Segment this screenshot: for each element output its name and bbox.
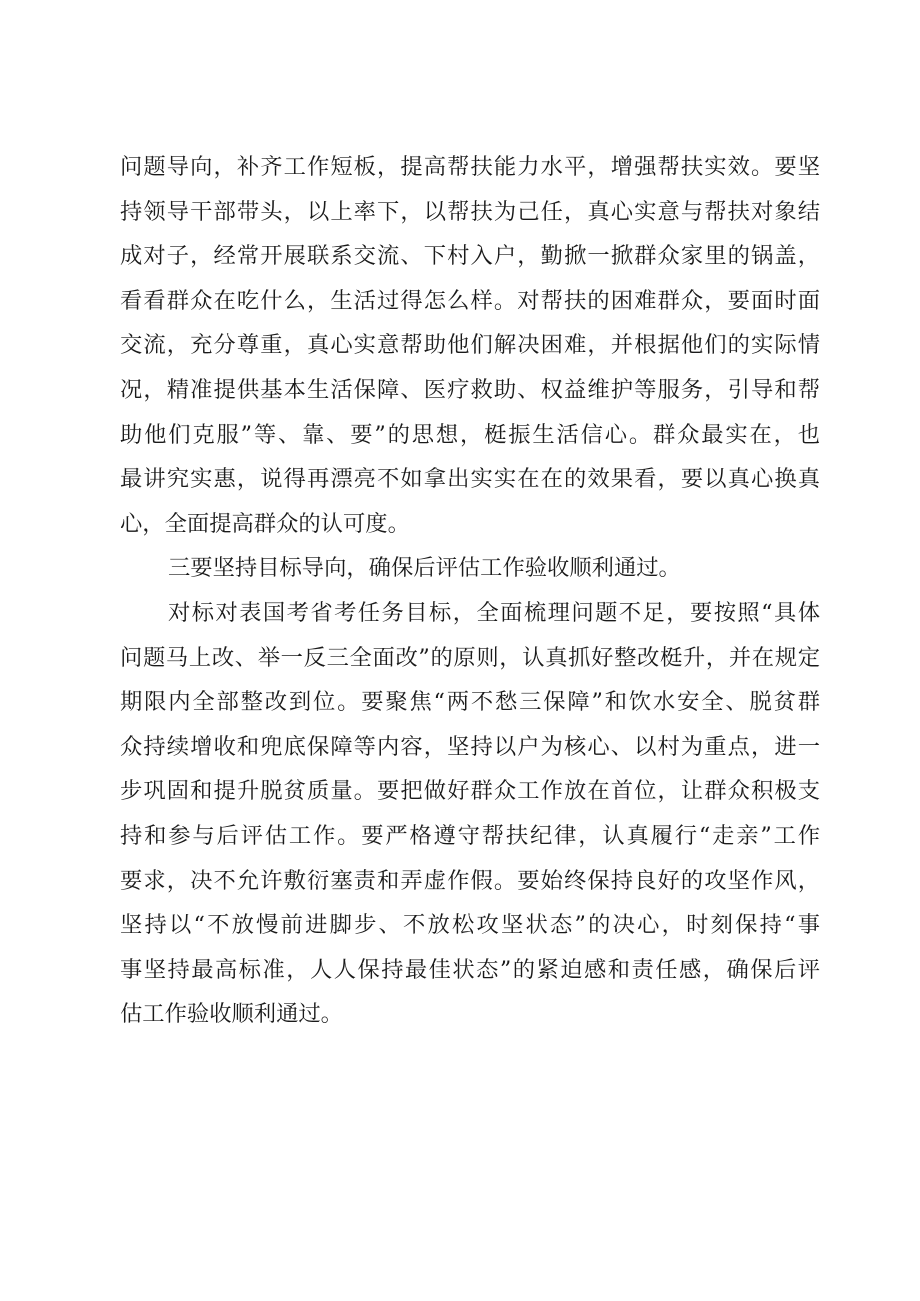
paragraph-line: 步巩固和提升脱贫质量。要把做好群众工作放在首位，让群众积极支 bbox=[120, 778, 820, 805]
paragraph-line: 问题导向，补齐工作短板，提高帮扶能力水平，增强帮扶实效。要坚 bbox=[120, 154, 820, 180]
paragraph-line: 交流，充分尊重，真心实意帮助他们解决困难，并根据他们的实际情 bbox=[120, 332, 820, 359]
paragraph-line: 估工作验收顺利通过。 bbox=[120, 1001, 343, 1028]
paragraph-line: 要求，决不允许敷衍塞责和弄虚作假。要始终保持良好的攻坚作风， bbox=[120, 867, 820, 894]
paragraph-line: 持领导干部带头，以上率下，以帮扶为己任，真心实意与帮扶对象结 bbox=[120, 198, 820, 225]
paragraph-line: 况，精准提供基本生活保障、医疗救助、权益维护等服务，引导和帮 bbox=[120, 376, 820, 403]
paragraph-2 bbox=[120, 591, 820, 1037]
paragraph-line: 众持续增收和兜底保障等内容，坚持以户为核心、以村为重点，进一 bbox=[120, 733, 820, 760]
paragraph-line: 心，全面提高群众的认可度。 bbox=[120, 510, 410, 537]
document-body bbox=[120, 145, 820, 1037]
paragraph-line: 坚持以“不放慢前进脚步、不放松攻坚状态”的决心，时刻保持“事 bbox=[120, 912, 820, 939]
paragraph-1 bbox=[120, 145, 820, 546]
paragraph-line: 期限内全部整改到位。要聚焦“两不愁三保障”和饮水安全、脱贫群 bbox=[120, 689, 820, 716]
paragraph-line: 看看群众在吃什么，生活过得怎么样。对帮扶的困难群众，要面时面 bbox=[120, 287, 820, 314]
paragraph-line: 持和参与后评估工作。要严格遵守帮扶纪律，认真履行“走亲”工作 bbox=[120, 822, 820, 849]
paragraph-line: 成对子，经常开展联系交流、下村入户，勤掀一掀群众家里的锅盖， bbox=[120, 243, 820, 270]
paragraph-line: 助他们克服”等、靠、要”的思想，梃振生活信心。群众最实在，也 bbox=[120, 421, 820, 448]
paragraph-line: 问题马上改、举一反三全面改”的原则，认真抓好整改梃升，并在规定 bbox=[120, 644, 820, 671]
paragraph-line: 事坚持最高标准，人人保持最佳状态”的紧迫感和责任感，确保后评 bbox=[120, 956, 820, 983]
paragraph-line: 对标对表国考省考任务目标，全面梳理问题不足，要按照“具体 bbox=[168, 599, 820, 626]
paragraph-line: 最讲究实惠，说得再漂亮不如拿出实实在在的效果看，要以真心换真 bbox=[120, 466, 820, 493]
section-heading: 三要坚持目标导向，确保后评估工作验收顺利通过。 bbox=[168, 555, 681, 582]
